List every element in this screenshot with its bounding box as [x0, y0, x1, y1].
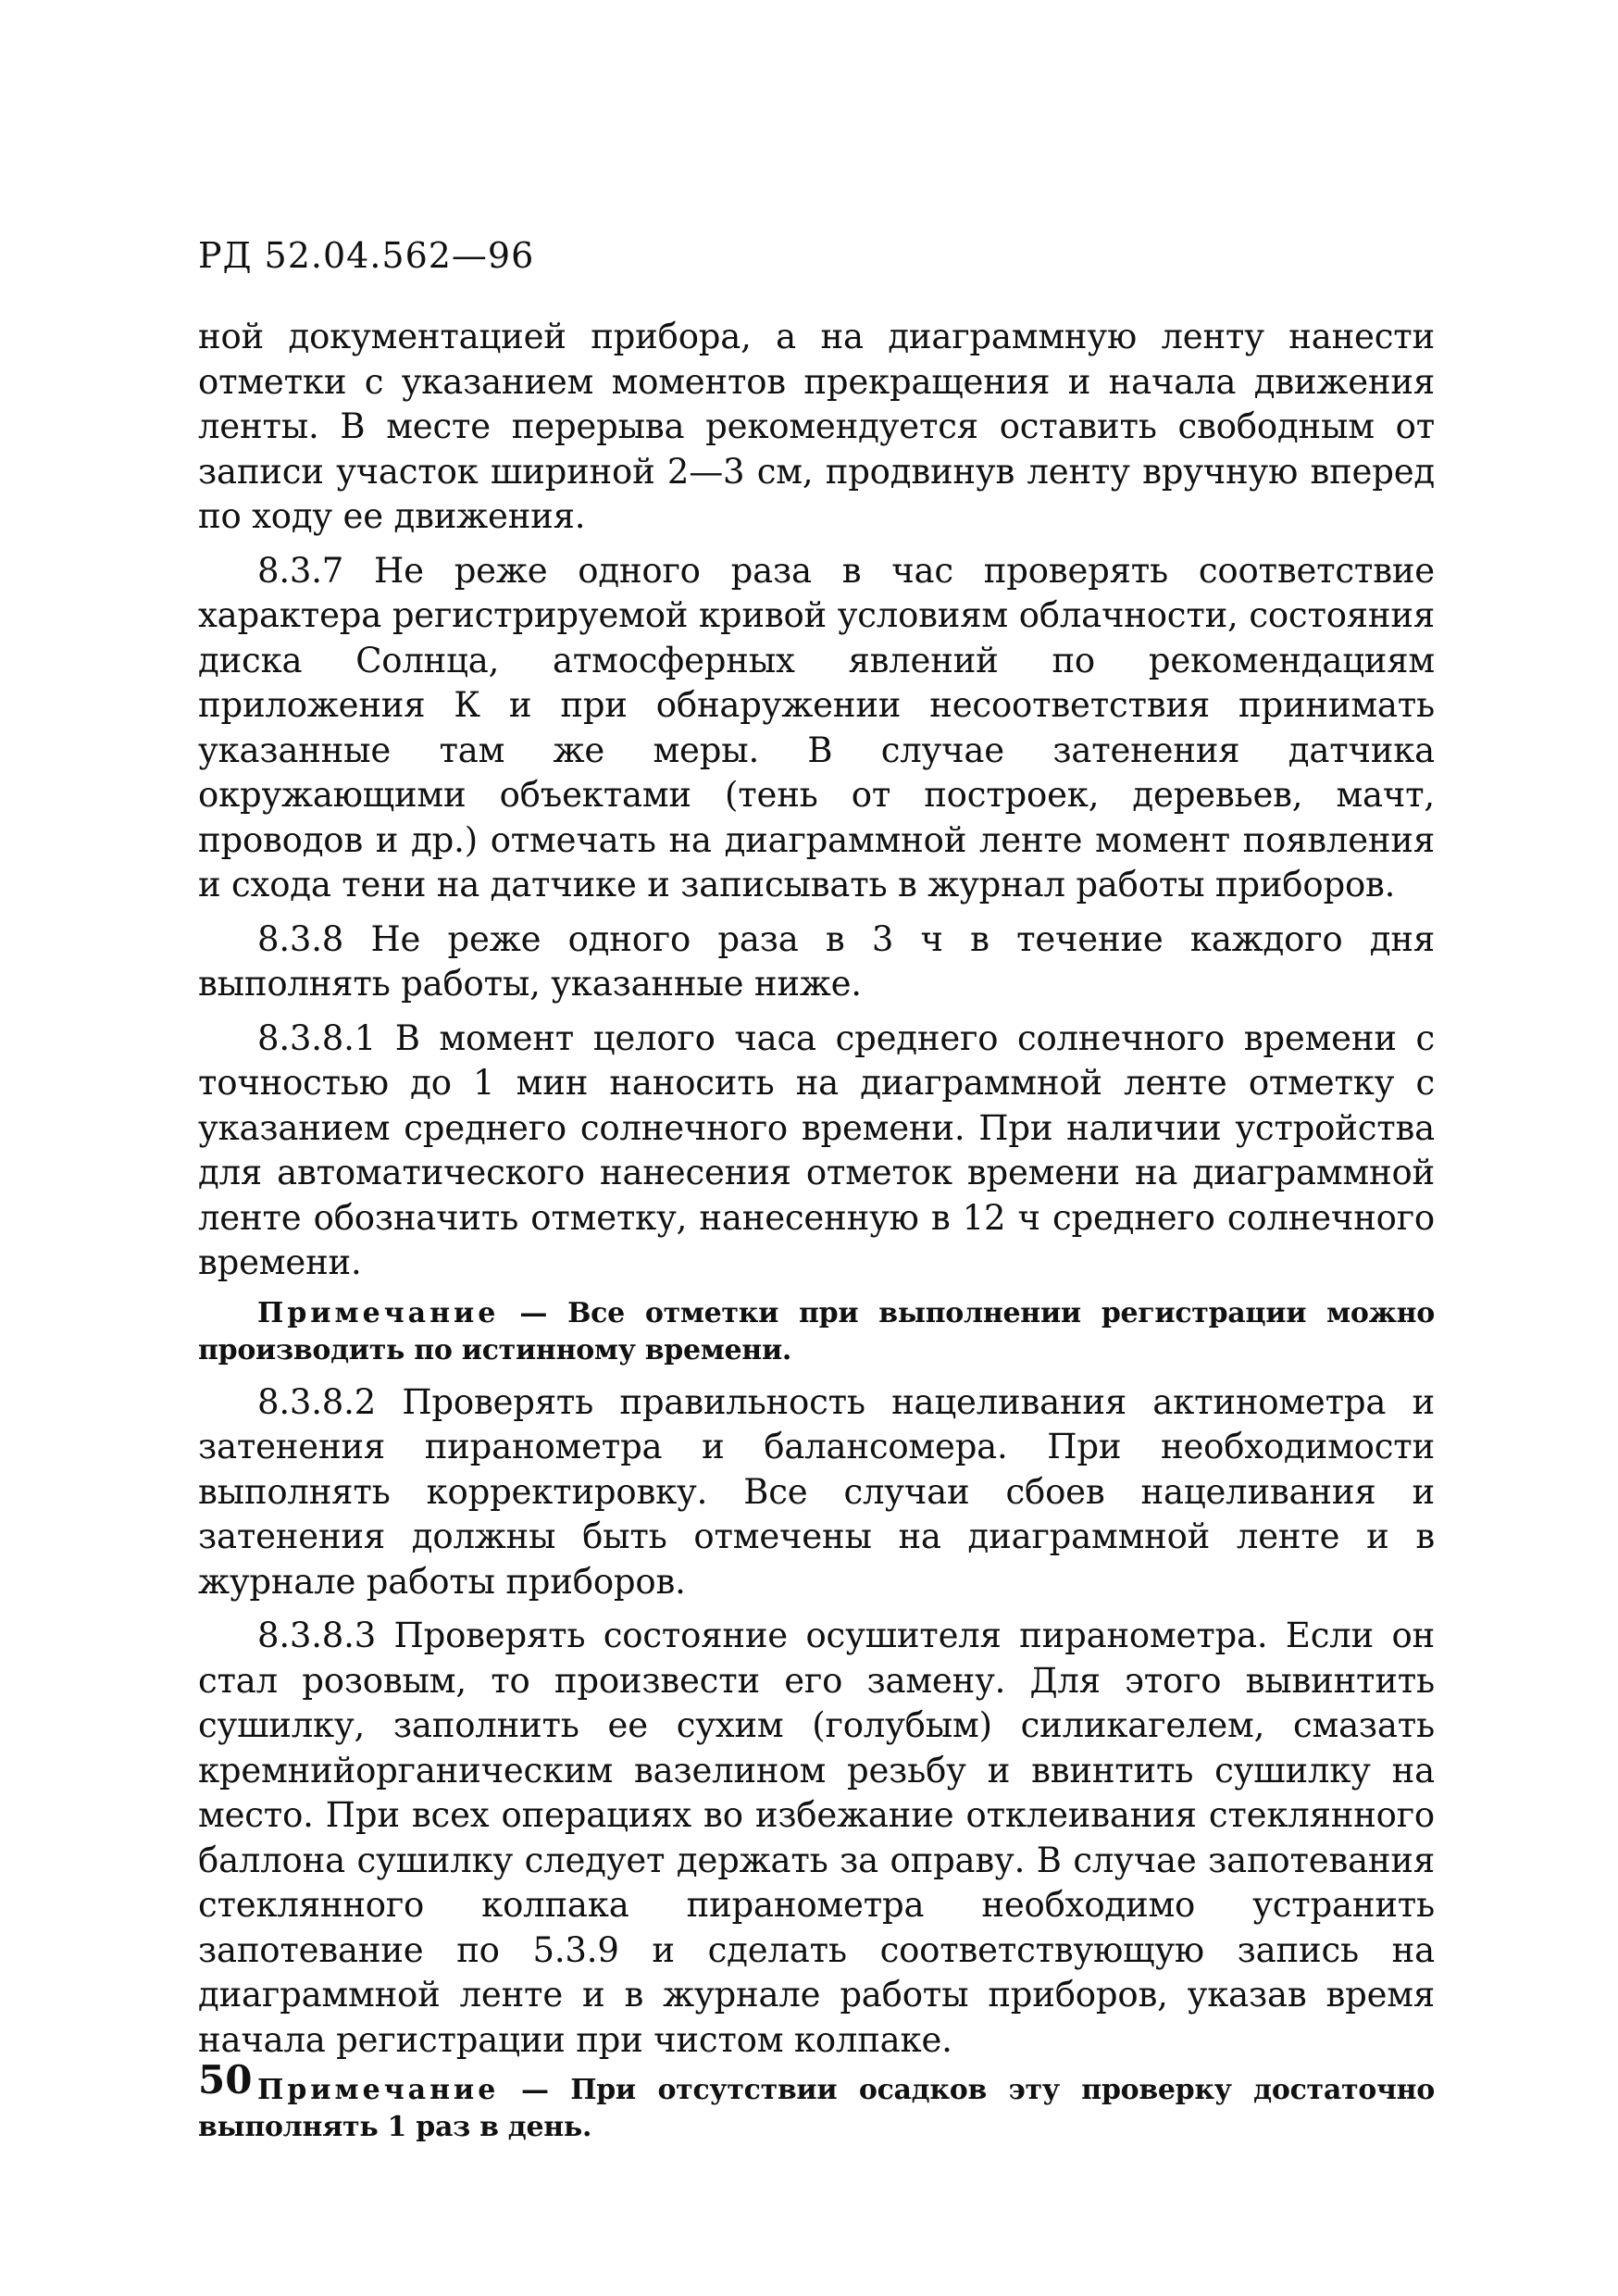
body-text	[198, 315, 1435, 2157]
note-1	[198, 1295, 1435, 1369]
paragraph-continuation: ной документацией прибора, а на диаграммную ленту нанести отметки с указанием моментов прекращения и начала движения ленты. В месте перерыва рекомендуется оставить свободным от записи участок шириной 2—3 см, продвинув ленту вручную вперед по ходу ее движения.	[198, 317, 1435, 536]
paragraph-8-3-7: 8.3.7 Не реже одного раза в час проверять соответствие характера регистрируемой кривой условиям облачности, состояния диска Солнца, атмосферных явлений по рекомендациям приложения К и при обнаружении несоответствия принимать указанные там же меры. В случае затенения датчика окружающими объектами (тень от построек, деревьев, мачт, проводов и др.) отмечать на диаграммной ленте момент появления и схода тени на датчике и записывать в журнал работы приборов.	[198, 550, 1435, 905]
paragraph-8-3-8-2: 8.3.8.2 Проверять правильность нацеливания актинометра и затенения пиранометра и балансомера. При необходимости выполнять корректировку. Все случаи сбоев нацеливания и затенения должны быть отмечены на диаграммной ленте и в журнале работы приборов.	[198, 1381, 1435, 1602]
note-1-label: Примечание	[257, 1296, 500, 1329]
note-1-text: — Все отметки при выполнении регистрации можно производить по истинному времени.	[198, 1296, 1435, 1366]
paragraph-8-3-8: 8.3.8 Не реже одного раза в 3 ч в течение каждого дня выполнять работы, указанные ниже.	[198, 918, 1435, 1004]
paragraph-8-3-8-3: 8.3.8.3 Проверять состояние осушителя пиранометра. Если он стал розовым, то произвести его замену. Для этого вывинтить сушилку, заполнить ее сухим (голубым) силикагелем, смазать кремнийорганическим вазелином резьбу и ввинтить сушилку на место. При всех операциях во избежание отклеивания стеклянного баллона сушилку следует держать за оправу. В случае запотевания стеклянного колпака пиранометра необходимо устранить запотевание по 5.3.9 и сделать соответствующую запись на диаграммной ленте и в журнале работы приборов, указав время начала регистрации при чистом колпаке.	[198, 1616, 1435, 2060]
note-2	[198, 2072, 1435, 2146]
note-2-label: Примечание	[257, 2074, 500, 2106]
note-2-text: — При отсутствии осадков эту проверку достаточно выполнять 1 раз в день.	[198, 2074, 1435, 2143]
page-number: 50	[198, 2057, 253, 2103]
document-code-header: РД 52.04.562—96	[198, 235, 535, 276]
document-page	[198, 0, 1435, 2296]
paragraph-8-3-8-1: 8.3.8.1 В момент целого часа среднего солнечного времени с точностью до 1 мин наносить на диаграммной ленте отметку с указанием среднего солнечного времени. При наличии устройства для автоматического нанесения отметок времени на диаграммной ленте обозначить отметку, нанесенную в 12 ч среднего солнечного времени.	[198, 1017, 1435, 1282]
